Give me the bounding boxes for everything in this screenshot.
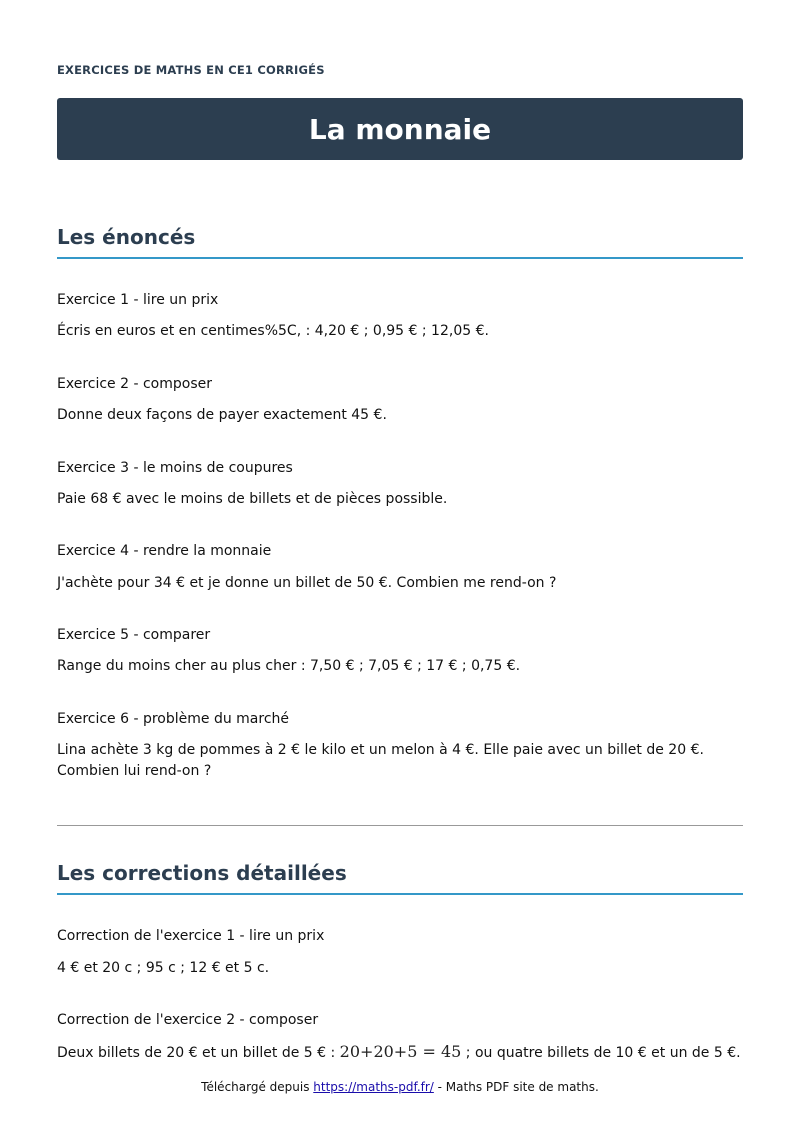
exercise-5-title: Exercice 5 - comparer: [57, 627, 211, 643]
section-divider: [57, 825, 743, 826]
exercise-2-text: Donne deux façons de payer exactement 45 €.: [57, 407, 387, 423]
correction-1-title: Correction de l'exercice 1 - lire un prix: [57, 928, 325, 944]
correction-2-text: [57, 1041, 743, 1064]
correction-2-title: Correction de l'exercice 2 - composer: [57, 1012, 319, 1028]
exercise-1-title: Exercice 1 - lire un prix: [57, 292, 219, 308]
correction-2-text-before: Deux billets de 20 € et un billet de 5 € :: [57, 1045, 340, 1061]
title-banner: [57, 98, 743, 160]
exercise-5-text: Range du moins cher au plus cher : 7,50 € ; 7,05 € ; 17 € ; 0,75 €.: [57, 658, 521, 674]
correction-2-text-after: ; ou quatre billets de 10 € et un de 5 €.: [461, 1045, 741, 1061]
corrections-heading: Les corrections détaillées: [57, 861, 743, 895]
exercise-4-title: Exercice 4 - rendre la monnaie: [57, 543, 272, 559]
exercise-1-text: Écris en euros et en centimes%5C, : 4,20 € ; 0,95 € ; 12,05 €.: [57, 323, 489, 339]
correction-2-equation: 20+20+5 = 45: [339, 1042, 462, 1061]
exercise-6-title: Exercice 6 - problème du marché: [57, 711, 290, 727]
exercise-3-title: Exercice 3 - le moins de coupures: [57, 460, 293, 476]
footer-suffix: - Maths PDF site de maths.: [433, 1080, 599, 1094]
exercise-6-text: Lina achète 3 kg de pommes à 2 € le kilo et un melon à 4 €. Elle paie avec un billet de 20 €. Combien lui rend-on ?: [57, 742, 704, 779]
exercise-2-title: Exercice 2 - composer: [57, 376, 212, 392]
page-footer: [0, 1080, 800, 1094]
correction-1-text: 4 € et 20 c ; 95 c ; 12 € et 5 c.: [57, 960, 270, 976]
footer-prefix: Téléchargé depuis: [201, 1080, 314, 1094]
statements-heading: Les énoncés: [57, 225, 743, 259]
page-kicker: EXERCICES DE MATHS EN CE1 CORRIGÉS: [57, 63, 325, 77]
footer-site-link[interactable]: https://maths-pdf.fr/: [313, 1080, 434, 1094]
exercise-3-text: Paie 68 € avec le moins de billets et de pièces possible.: [57, 491, 448, 507]
exercise-4-text: J'achète pour 34 € et je donne un billet de 50 €. Combien me rend-on ?: [57, 575, 557, 591]
page-title: La monnaie: [308, 112, 492, 146]
